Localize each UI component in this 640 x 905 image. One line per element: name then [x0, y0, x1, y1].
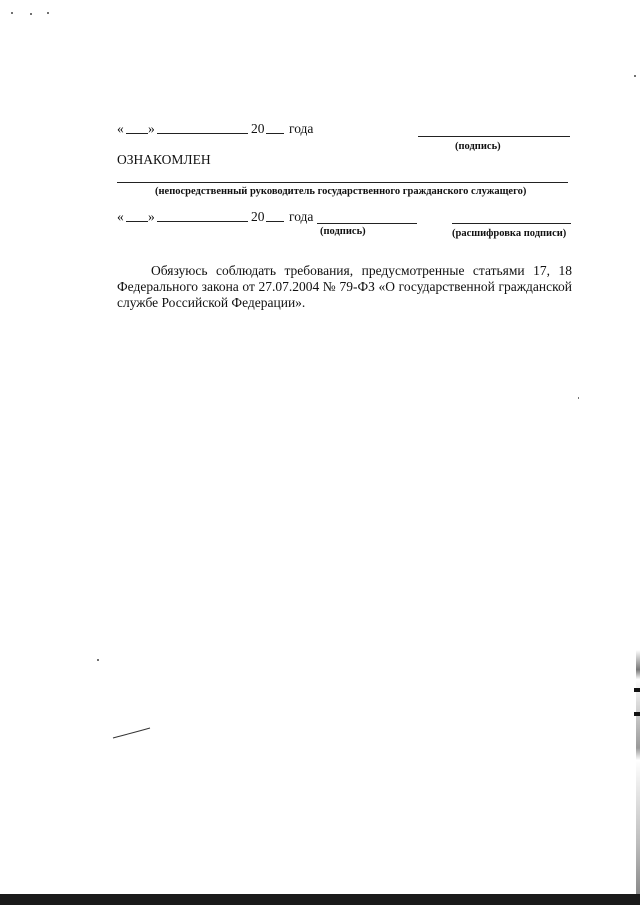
year-blank	[266, 133, 284, 134]
scan-right-edge	[636, 650, 640, 895]
date2-open-quote: «	[117, 209, 124, 224]
year2-blank	[266, 221, 284, 222]
date-close-quote: »	[148, 121, 155, 136]
signature-line	[418, 136, 570, 137]
date2-close-quote: »	[148, 209, 155, 224]
obligation-line-2: Федерального закона от 27.07.2004 № 79-ФЗ «О государственной гражданской	[117, 279, 572, 294]
scan-speck	[47, 12, 49, 14]
scan-speck	[30, 13, 32, 15]
date2-day-blank	[126, 221, 148, 222]
decode-line	[452, 223, 571, 224]
scan-edge-mark	[634, 688, 640, 692]
obligation-paragraph	[117, 263, 572, 311]
supervisor-line	[117, 182, 568, 183]
date-month-blank	[157, 133, 248, 134]
signature2-line	[317, 223, 417, 224]
signature-caption: (подпись)	[455, 141, 501, 152]
supervisor-caption: (непосредственный руководитель государственного гражданского служащего)	[155, 186, 527, 197]
scan-speck	[11, 12, 13, 14]
scan-speck	[634, 75, 636, 77]
acknowledged-heading: ОЗНАКОМЛЕН	[117, 152, 211, 167]
scan-speck	[578, 397, 579, 399]
signature2-caption: (подпись)	[320, 226, 366, 237]
scan-edge-mark	[634, 712, 640, 716]
decode-caption: (расшифровка подписи)	[452, 228, 567, 239]
obligation-line-1: Обязуюсь соблюдать требования, предусмотренные статьями 17, 18	[151, 263, 572, 278]
year-word: года	[289, 121, 314, 136]
obligation-line-3: службе Российской Федерации».	[117, 295, 306, 310]
scan-bottom-edge	[0, 894, 640, 905]
year2-word: года	[289, 209, 314, 224]
date-open-quote: «	[117, 121, 124, 136]
pen-stroke-mark	[110, 725, 154, 741]
year2-prefix: 20	[251, 209, 265, 224]
year-prefix: 20	[251, 121, 265, 136]
scan-speck	[97, 659, 99, 661]
date2-month-blank	[157, 221, 248, 222]
date-day-blank	[126, 133, 148, 134]
